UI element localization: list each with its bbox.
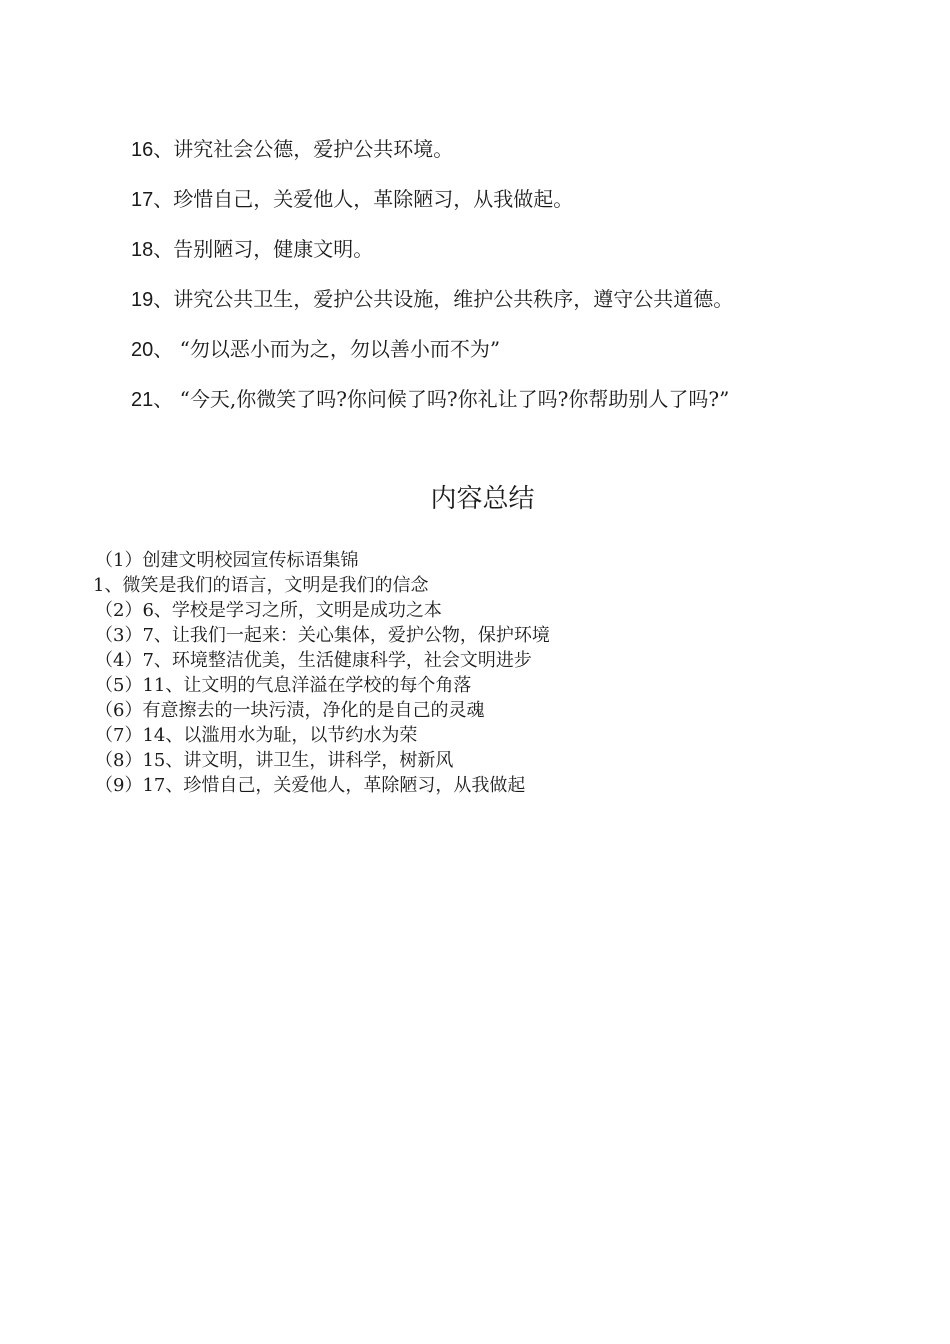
slogan-number: 17 <box>131 189 154 211</box>
summary-line: （2）6、学校是学习之所，文明是成功之本 <box>95 600 442 621</box>
slogan-number: 20 <box>131 339 154 361</box>
slogan-separator: 、 <box>153 337 180 361</box>
summary-line: （5）11、让文明的气息洋溢在学校的每个角落 <box>95 675 472 696</box>
summary-line: （3）7、让我们一起来：关心集体，爱护公物，保护环境 <box>95 625 550 646</box>
slogan-separator: 、 <box>153 387 180 411</box>
slogan-item <box>131 186 911 236</box>
slogan-separator: 、 <box>153 237 174 261</box>
summary-list <box>93 548 913 798</box>
summary-line: （7）14、以滥用水为耻，以节约水为荣 <box>95 725 418 746</box>
summary-line: （4）7、环境整洁优美，生活健康科学，社会文明进步 <box>95 650 532 671</box>
slogan-text: “勿以恶小而为之，勿以善小而不为” <box>179 337 501 361</box>
slogan-item <box>131 136 911 186</box>
slogan-number: 16 <box>131 139 154 161</box>
slogan-text: 讲究社会公德，爱护公共环境。 <box>173 137 454 161</box>
summary-line: （6）有意擦去的一块污渍，净化的是自己的灵魂 <box>95 700 485 721</box>
slogan-item <box>131 236 911 286</box>
slogan-separator: 、 <box>153 287 174 311</box>
slogan-text: 讲究公共卫生，爱护公共设施，维护公共秩序，遵守公共道德。 <box>173 287 734 311</box>
summary-line: （1）创建文明校园宣传标语集锦 <box>95 550 359 571</box>
slogan-text: “今天,你微笑了吗?你问候了吗?你礼让了吗?你帮助别人了吗?” <box>179 387 730 411</box>
slogan-list <box>131 136 911 436</box>
slogan-separator: 、 <box>153 137 174 161</box>
slogan-number: 21 <box>131 389 154 411</box>
slogan-separator: 、 <box>153 187 174 211</box>
slogan-item <box>131 386 911 436</box>
slogan-item <box>131 336 911 386</box>
slogan-number: 19 <box>131 289 154 311</box>
slogan-text: 告别陋习，健康文明。 <box>173 237 374 261</box>
slogan-number: 18 <box>131 239 154 261</box>
slogan-item <box>131 286 911 336</box>
slogan-text: 珍惜自己，关爱他人，革除陋习，从我做起。 <box>173 187 574 211</box>
summary-title: 内容总结 <box>430 484 535 514</box>
summary-line: 1、微笑是我们的语言，文明是我们的信念 <box>93 575 429 596</box>
summary-line: （8）15、讲文明，讲卫生，讲科学，树新风 <box>95 750 454 771</box>
summary-line: （9）17、珍惜自己，关爱他人，革除陋习，从我做起 <box>95 775 526 796</box>
